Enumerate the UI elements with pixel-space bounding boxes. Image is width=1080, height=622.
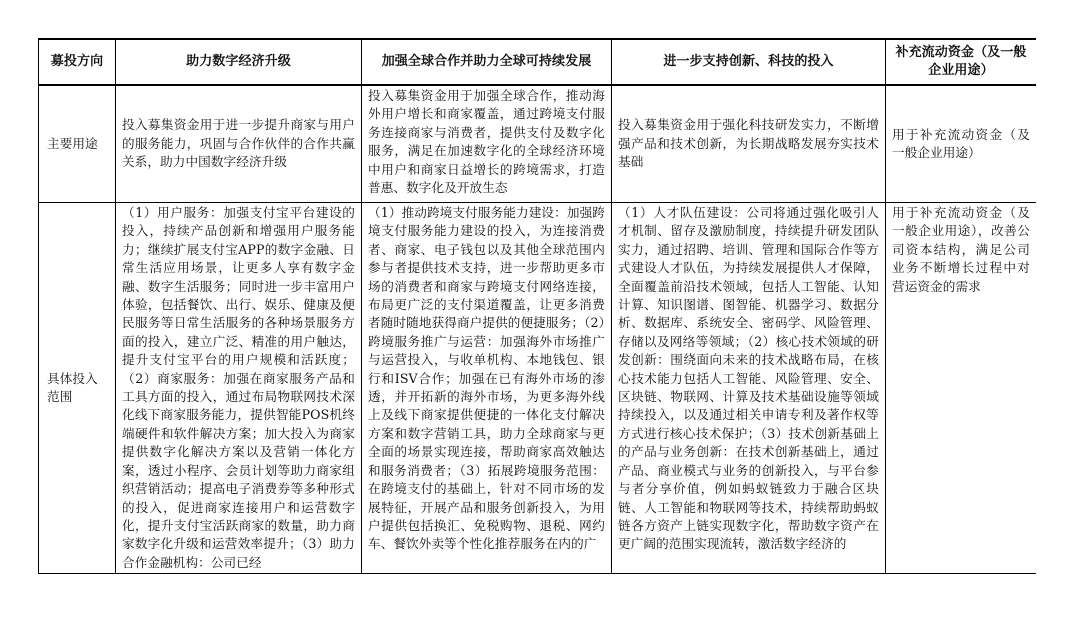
- cell-scope-global: （1）推动跨境支付服务能力建设：加强跨境支付服务能力建设的投入，为连接消费者、商家、电子钱包以及其他全球范围内参与者提供技术支持，进一步帮助更多市场的消费者和商家与跨境支付网络连接，布局更广泛的支付渠道覆盖，让更多消费者随时随地获得商户提供的便捷服务；（2）跨境服务推广与运营：加强海外市场推广与运营投入，与收单机构、本地钱包、银行和ISV合作；加强在已有海外市场的渗透，并开拓新的海外市场，为更多海外线上及线下商家提供便捷的一体化支付解决方案和数字营销工具，助力全球商家与更全面的场景实现连接，帮助商家高效触达和服务消费者；（3）拓展跨境服务范围：在跨境支付的基础上，针对不同市场的发展特征，开展产品和服务创新投入，为用户提供包括换汇、免税购物、退税、网约车、餐饮外卖等个性化推荐服务在内的广: [362, 203, 612, 574]
- fund-use-table: [38, 38, 1036, 574]
- header-direction: 募投方向: [39, 39, 116, 85]
- cell-scope-tech: （1）人才队伍建设：公司将通过强化吸引人才机制、留存及激励制度，持续提升研发团队实力，通过招聘、培训、管理和国际合作等方式建设人才队伍，为持续发展提供人才保障，全面覆盖前沿技术领域，包括人工智能、认知计算、知识图谱、图智能、机器学习、数据分析、数据库、系统安全、密码学、风险管理、存储以及网络等领域；（2）核心技术领域的研发创新：围绕面向未来的技术战略布局，在核心技术能力包括人工智能、风险管理、安全、区块链、物联网、计算及技术基础设施等领域持续投入，以及通过相关申请专利及著作权等方式进行核心技术保护；（3）技术创新基础上的产品与业务创新：在技术创新基础上，通过产品、商业模式与业务的创新投入，与平台参与者分享价值，例如蚂蚁链致力于融合区块链、人工智能和物联网等技术，持续帮助蚂蚁链各方资产上链实现数字化，帮助数字资产在更广阔的范围实现流转，激活数字经济的: [612, 203, 886, 574]
- row-label-main-use: 主要用途: [39, 85, 116, 203]
- investment-table-wrapper: [38, 38, 1036, 622]
- cell-main-use-capital: 用于补充流动资金（及一般企业用途）: [886, 85, 1037, 203]
- cell-main-use-tech: 投入募集资金用于强化科技研发实力，不断增强产品和技术创新，为长期战略发展夯实技术基础: [612, 85, 886, 203]
- cell-scope-digital: （1）用户服务：加强支付宝平台建设的投入，持续产品创新和增强用户服务能力；继续扩展支付宝APP的数字金融、日常生活应用场景，让更多人享有数字金融、数字生活服务；同时进一步丰富用户体验，包括餐饮、出行、娱乐、健康及便民服务等日常生活服务的各种场景服务方面的投入，建立广泛、精准的用户触达，提升支付宝平台的用户规模和活跃度；（2）商家服务：加强在商家服务产品和工具方面的投入，通过布局物联网技术深化线下商家服务能力，提供智能POS机终端硬件和软件解决方案；加大投入为商家提供数字化解决方案以及营销一体化方案，透过小程序、会员计划等助力商家组织营销活动；提高电子消费券等多种形式的投入，促进商家连接用户和运营数字化，提升支付宝活跃商家的数量，助力商家数字化升级和运营效率提升；（3）助力合作金融机构：公司已经: [116, 203, 362, 574]
- row-label-scope: 具体投入范围: [39, 203, 116, 574]
- cell-main-use-digital: 投入募集资金用于进一步提升商家与用户的服务能力，巩固与合作伙伴的合作共赢关系，助力中国数字经济升级: [116, 85, 362, 203]
- cell-main-use-global: 投入募集资金用于加强全球合作，推动海外用户增长和商家覆盖，通过跨境支付服务连接商家与消费者，提供支付及数字化服务，满足在加速数字化的全球经济环境中用户和商家日益增长的跨境需求，打造普惠、数字化及开放生态: [362, 85, 612, 203]
- cell-scope-capital: 用于补充流动资金（及一般企业用途），改善公司资本结构，满足公司业务不断增长过程中对营运资金的需求: [886, 203, 1037, 574]
- header-innovation-tech: 进一步支持创新、科技的投入: [612, 39, 886, 85]
- table-row-scope: [39, 203, 1037, 574]
- table-row-main-use: [39, 85, 1037, 203]
- header-working-capital: 补充流动资金（及一般企业用途）: [886, 39, 1037, 85]
- header-global-cooperation: 加强全球合作并助力全球可持续发展: [362, 39, 612, 85]
- header-row: [39, 39, 1037, 85]
- header-digital-economy: 助力数字经济升级: [116, 39, 362, 85]
